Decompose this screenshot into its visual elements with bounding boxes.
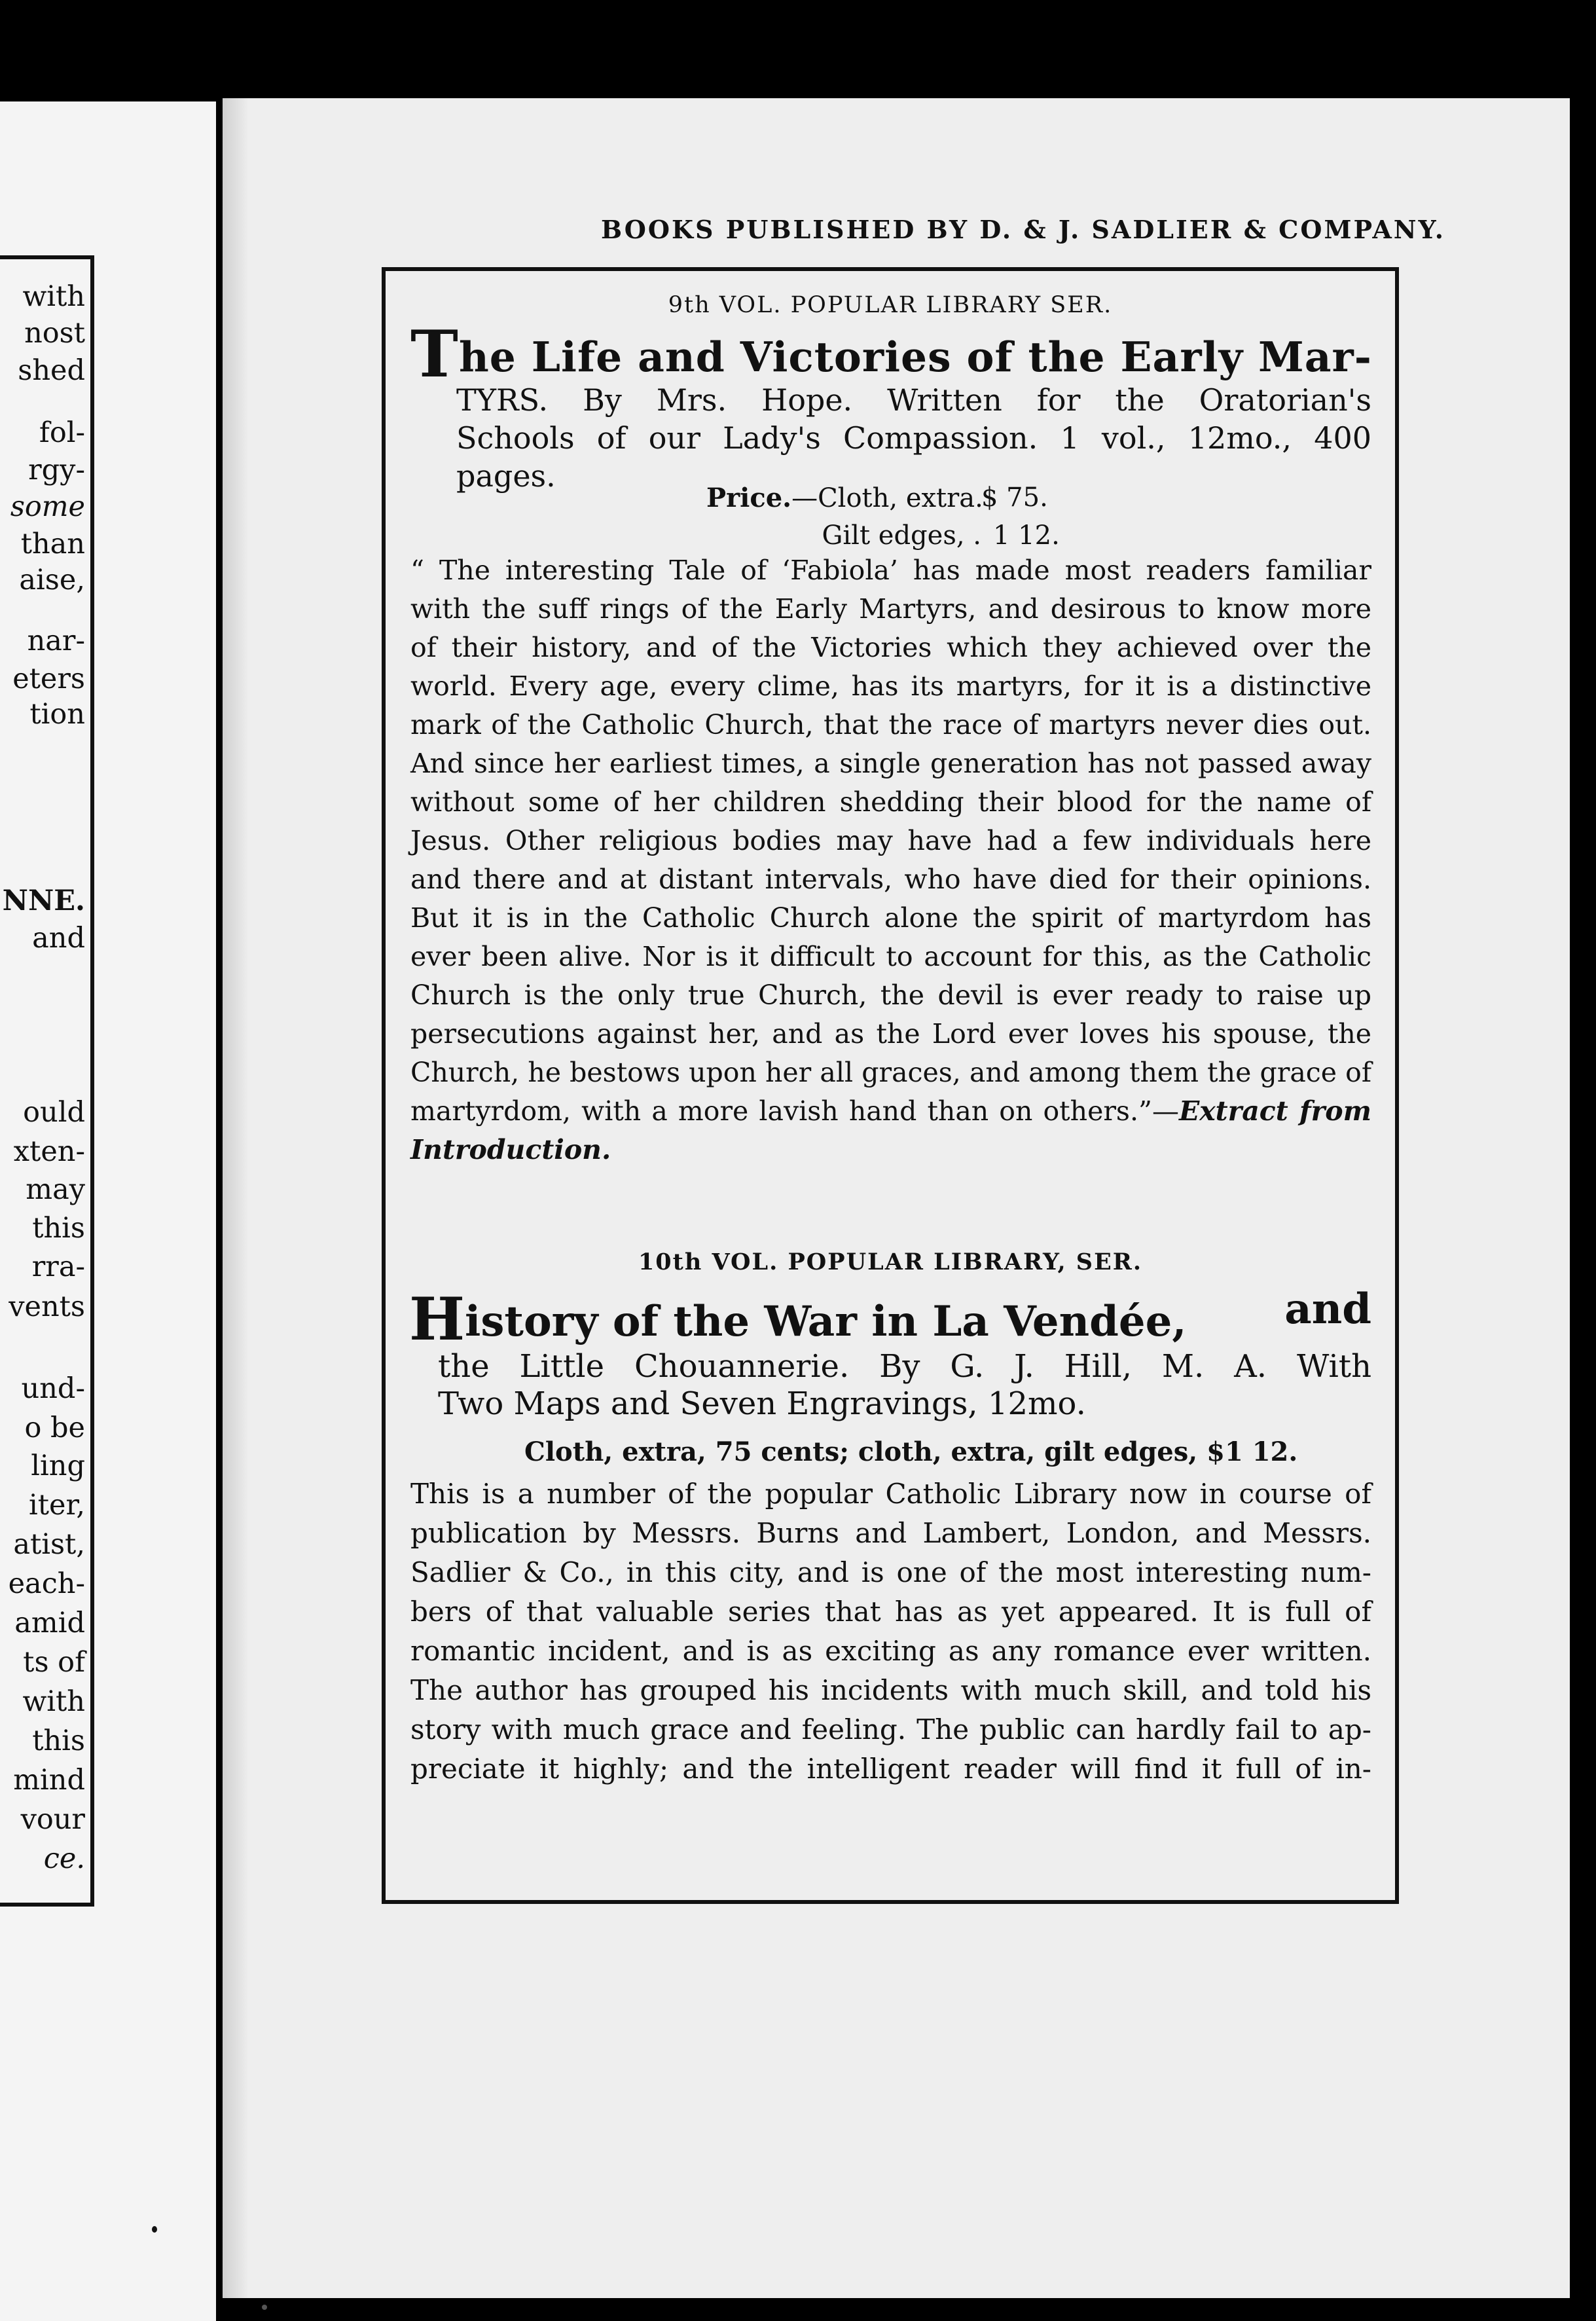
previous-page-word: vour <box>20 1803 85 1836</box>
price-cloth-label: —Cloth, extra. <box>791 483 983 513</box>
previous-page-word: iter, <box>29 1489 85 1522</box>
previous-page-word: ce. <box>43 1842 85 1875</box>
title-text: istory of the War in La Vendée, <box>465 1297 1187 1346</box>
extract-line: Jesus. Other religious bodies may have had a few individuals here <box>410 825 1371 856</box>
previous-page-word: some <box>10 490 85 523</box>
previous-page-word: vents <box>9 1290 85 1323</box>
previous-page-word: ts of <box>23 1646 85 1679</box>
previous-page-word: fol- <box>39 416 85 449</box>
running-header: BOOKS PUBLISHED BY D. & J. SADLIER & COMPANY. <box>600 215 1445 244</box>
page-speck <box>262 2305 267 2310</box>
previous-page-word: tion <box>29 698 85 731</box>
previous-page-word: und- <box>21 1372 85 1405</box>
advertisement-box <box>382 267 1399 1904</box>
price-cloth-value: $ 75. <box>981 483 1048 513</box>
review-line: bers of that valuable series that has as yet appeared. It is full of <box>410 1596 1371 1628</box>
previous-page-word: nar- <box>27 625 85 657</box>
previous-page-word: may <box>26 1173 85 1206</box>
extract-line: Church, he bestows upon her all graces, and among them the grace of <box>410 1057 1371 1088</box>
extract-line: And since her earliest times, a single generation has not passed away <box>410 748 1371 779</box>
byline-line: Schools of our Lady's Compassion. 1 vol., 12mo., 400 <box>456 420 1371 456</box>
title-initial: T <box>410 317 459 392</box>
previous-page-word: atist, <box>13 1528 85 1561</box>
series-label: 9th VOL. POPULAR LIBRARY SER. <box>668 292 1113 318</box>
extract-line: and there and at distant intervals, who have died for their opinions. <box>410 864 1371 895</box>
previous-page-word: with <box>22 1685 85 1718</box>
extract-line: without some of her children shedding their blood for the name of <box>410 786 1371 818</box>
previous-page-word: NNE. <box>2 885 85 917</box>
previous-page-word: amid <box>14 1607 85 1639</box>
review-line: This is a number of the popular Catholic Library now in course of <box>410 1478 1371 1510</box>
extract-line: “ The interesting Tale of ‘Fabiola’ has made most readers familiar <box>410 555 1371 586</box>
previous-page-word: this <box>32 1725 85 1757</box>
page-gutter-shadow <box>223 98 249 2298</box>
extract-line: mark of the Catholic Church, that the race of martyrs never dies out. <box>410 709 1371 740</box>
previous-page-word: shed <box>18 354 85 387</box>
previous-page-word: ould <box>23 1096 85 1129</box>
title-end: and <box>1284 1285 1371 1334</box>
extract-line: But it is in the Catholic Church alone the spirit of martyrdom has <box>410 902 1371 934</box>
byline-line: pages. <box>456 458 556 494</box>
review-line: Sadlier & Co., in this city, and is one of the most interesting num- <box>410 1556 1371 1588</box>
review-line: preciate it highly; and the intelligent reader will find it full of in- <box>410 1753 1371 1785</box>
previous-page-word: aise, <box>19 564 85 596</box>
book-byline <box>456 381 1371 495</box>
previous-page-fragment <box>0 101 216 2321</box>
series-label: 10th VOL. POPULAR LIBRARY, SER. <box>638 1249 1143 1275</box>
price-row <box>706 479 1060 517</box>
previous-page-word: rra- <box>31 1251 85 1283</box>
extract-source: Introduction. <box>410 1134 611 1165</box>
page-speck <box>152 2226 157 2233</box>
previous-page-word: with <box>22 280 85 313</box>
review-line: The author has grouped his incidents with much skill, and told his <box>410 1674 1371 1706</box>
price-gilt-value: 1 12. <box>993 521 1060 551</box>
previous-page-word: this <box>32 1212 85 1245</box>
review-line: publication by Messrs. Burns and Lambert, London, and Messrs. <box>410 1517 1371 1549</box>
book-extract <box>410 551 1371 1169</box>
previous-page-word: rgy- <box>28 454 85 486</box>
review-line: story with much grace and feeling. The public can hardly fail to ap- <box>410 1713 1371 1745</box>
extract-line-with-source <box>410 1092 1371 1131</box>
title-text: he Life and Victories of the Early Mar- <box>458 333 1372 381</box>
extract-source-line <box>410 1131 1371 1169</box>
price-line: Cloth, extra, 75 cents; cloth, extra, gilt edges, $1 12. <box>524 1436 1298 1467</box>
previous-page-word: eters <box>12 663 85 695</box>
book-review <box>410 1474 1371 1789</box>
byline-line: Two Maps and Seven Engravings, 12mo. <box>438 1385 1086 1422</box>
price-row <box>706 517 1060 555</box>
review-line: romantic incident, and is as exciting as any romance ever written. <box>410 1635 1371 1667</box>
previous-page-word: and <box>32 922 85 955</box>
extract-source: Extract from <box>1178 1095 1371 1127</box>
extract-line: Church is the only true Church, the devil is ever ready to raise up <box>410 979 1371 1011</box>
extract-line: ever been alive. Nor is it difficult to account for this, as the Catholic <box>410 941 1371 972</box>
previous-page-word: ling <box>31 1450 85 1482</box>
extract-line: persecutions against her, and as the Lord ever loves his spouse, the <box>410 1018 1371 1050</box>
extract-line: martyrdom, with a more lavish hand than on others.”— <box>410 1095 1179 1127</box>
previous-page-word: mind <box>13 1764 85 1797</box>
byline-line: the Little Chouannerie. By G. J. Hill, M. A. With <box>438 1348 1371 1385</box>
previous-page-word: nost <box>24 317 85 350</box>
previous-page-word: o be <box>24 1412 85 1444</box>
previous-page-word: xten- <box>13 1135 85 1168</box>
previous-page-word: each- <box>8 1567 85 1600</box>
price-list <box>706 479 1060 555</box>
book-byline <box>438 1348 1371 1423</box>
byline-line: TYRS. By Mrs. Hope. Written for the Oratorian's <box>456 382 1371 418</box>
extract-line: world. Every age, every clime, has its martyrs, for it is a distinctive <box>410 670 1371 702</box>
book-title <box>409 1285 1371 1354</box>
previous-page-word: than <box>20 528 85 560</box>
title-initial: H <box>409 1285 465 1354</box>
catalog-page <box>223 98 1570 2298</box>
extract-line: of their history, and of the Victories which they achieved over the <box>410 632 1371 663</box>
price-gilt-label: Gilt edges, . <box>822 521 981 551</box>
extract-line: with the suff rings of the Early Martyrs, and desirous to know more <box>410 593 1371 625</box>
price-label: Price. <box>706 483 792 513</box>
